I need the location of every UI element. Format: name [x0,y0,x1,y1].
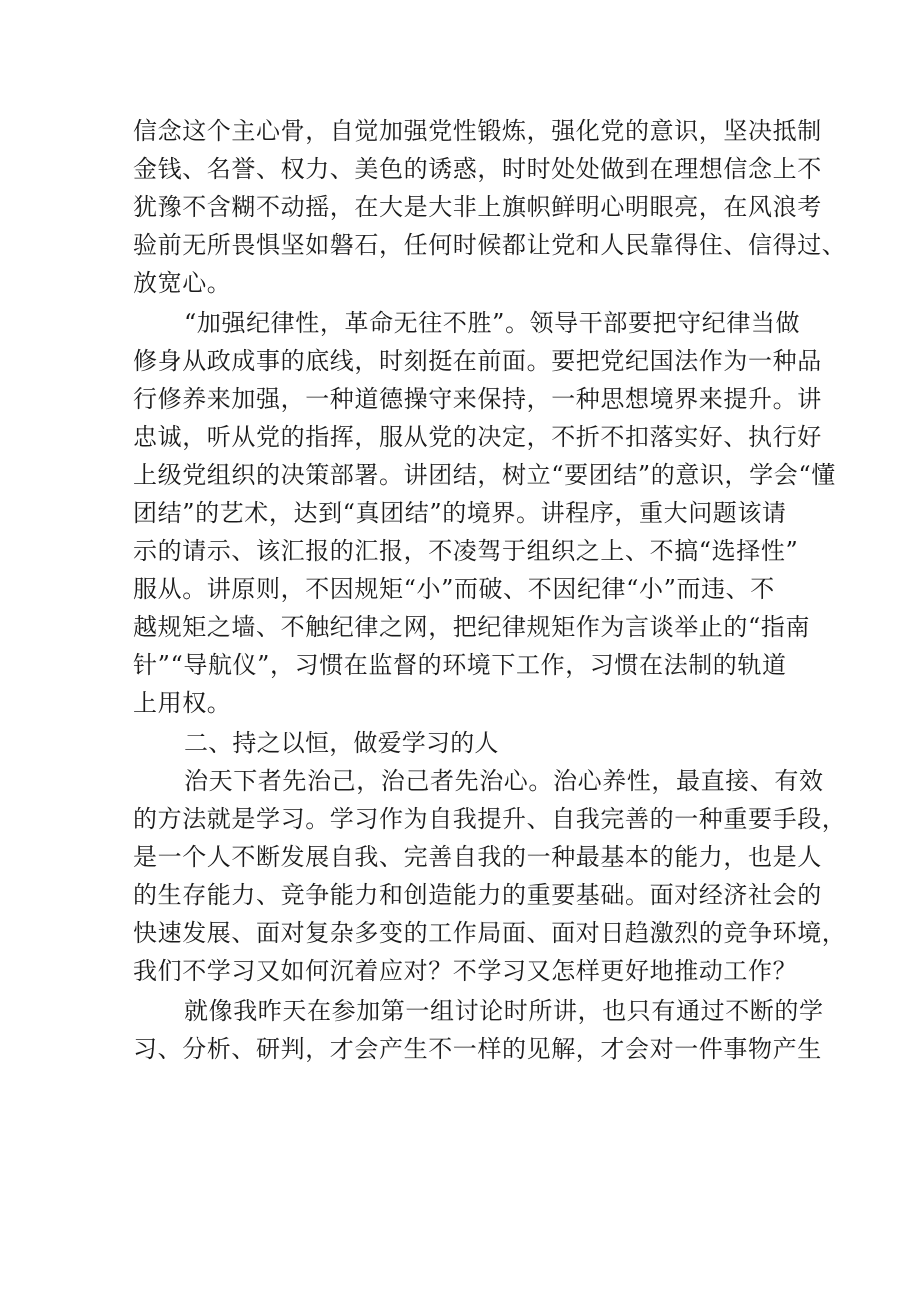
paragraph-line: 放宽心。 [133,269,232,297]
paragraph-4 [133,992,824,1068]
paragraph-line: 的生存能力、竞争能力和创造能力的重要基础。面对经济社会的 [133,881,822,909]
paragraph-line: “加强纪律性，革命无往不胜”。领导干部要把守纪律当做 [184,309,801,337]
paragraph-line: 就像我昨天在参加第一组讨论时所讲，也只有通过不断的学 [184,997,824,1025]
paragraph-line: 快速发展、面对复杂多变的工作局面、面对日趋激烈的竞争环境， [133,919,847,947]
paragraph-3 [133,762,847,990]
paragraph-line: 团结”的艺术，达到“真团结”的境界。讲程序，重大问题该请 [133,499,787,527]
paragraph-line: 信念这个主心骨，自觉加强党性锻炼，强化党的意识，坚决抵制 [133,117,822,145]
paragraph-line: 我们不学习又如何沉着应对？不学习又怎样更好地推动工作？ [133,957,798,985]
paragraph-line: 金钱、名誉、权力、美色的诱惑，时时处处做到在理想信念上不 [133,155,822,183]
section-heading: 二、持之以恒，做爱学习的人 [184,729,499,757]
paragraph-line: 验前无所畏惧坚如磐石，任何时候都让党和人民靠得住、信得过、 [133,231,847,259]
paragraph-2 [133,304,836,722]
paragraph-line: 修身从政成事的底线，时刻挺在前面。要把党纪国法作为一种品 [133,347,822,375]
paragraph-line: 服从。讲原则，不因规矩“小”而破、不因纪律“小”而违、不 [133,575,775,603]
paragraph-line: 是一个人不断发展自我、完善自我的一种最基本的能力，也是人 [133,843,822,871]
paragraph-line: 越规矩之墙、不触纪律之网，把纪律规矩作为言谈举止的“指南 [133,613,811,641]
paragraph-line: 忠诚，听从党的指挥，服从党的决定，不折不扣落实好、执行好 [133,423,822,451]
paragraph-line: 习、分析、研判，才会产生不一样的见解，才会对一件事物产生 [133,1035,822,1063]
paragraph-line: 上级党组织的决策部署。讲团结，树立“要团结”的意识，学会“懂 [133,461,836,489]
paragraph-1 [133,112,847,302]
paragraph-line: 的方法就是学习。学习作为自我提升、自我完善的一种重要手段， [133,805,847,833]
paragraph-line: 上用权。 [133,689,232,717]
paragraph-line: 犹豫不含糊不动摇，在大是大非上旗帜鲜明心明眼亮，在风浪考 [133,193,822,221]
paragraph-line: 示的请示、该汇报的汇报，不凌驾于组织之上、不搞“选择性” [133,537,799,565]
paragraph-line: 治天下者先治己，治己者先治心。治心养性，最直接、有效 [184,767,824,795]
document-body [133,112,847,1070]
paragraph-line: 行修养来加强，一种道德操守来保持，一种思想境界来提升。讲 [133,385,822,413]
paragraph-line: 针”“导航仪”，习惯在监督的环境下工作，习惯在法制的轨道 [133,651,787,679]
